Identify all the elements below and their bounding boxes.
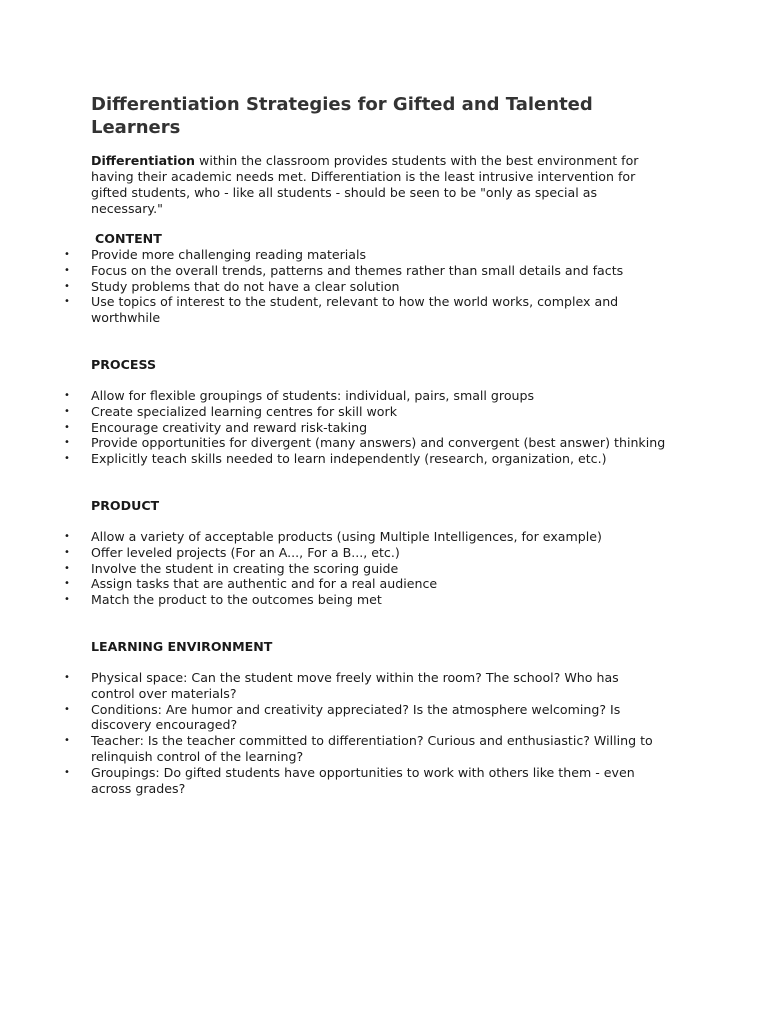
- bullet-icon: •: [64, 546, 70, 558]
- list-item: [64, 561, 684, 577]
- list-item: [64, 247, 684, 263]
- list-item: [64, 576, 684, 592]
- intro-term: Differentiation: [91, 153, 196, 168]
- bullet-icon: •: [64, 594, 70, 606]
- list-item-text: Provide opportunities for divergent (many answers) and convergent (best answer) thinking: [91, 435, 666, 451]
- list-item-text: Focus on the overall trends, patterns and themes rather than small details and facts: [91, 262, 624, 278]
- bullet-icon: •: [64, 405, 70, 417]
- document-title: Differentiation Strategies for Gifted and Talented Learners: [91, 94, 593, 138]
- bullet-icon: •: [64, 437, 70, 449]
- bullet-icon: •: [64, 296, 70, 308]
- list-item: [64, 404, 684, 420]
- list-item-text: Explicitly teach skills needed to learn independently (research, organization, etc.): [91, 451, 607, 467]
- list-item: [64, 279, 684, 295]
- bullet-icon: •: [64, 421, 70, 433]
- section-heading-product: PRODUCT: [91, 498, 160, 513]
- bullet-icon: •: [64, 766, 70, 778]
- bullet-icon: •: [64, 735, 70, 747]
- list-item: [64, 294, 684, 326]
- list-item-text: Encourage creativity and reward risk-taking: [91, 419, 368, 435]
- bullet-icon: •: [64, 672, 70, 683]
- list-item-text: Teacher: Is the teacher committed to differentiation? Curious and enthusiastic? Willing to relinquish control of the learning?: [91, 733, 653, 764]
- list-item-text: Assign tasks that are authentic and for a real audience: [91, 576, 438, 592]
- bullet-icon: •: [64, 453, 70, 465]
- list-item: [64, 702, 664, 734]
- content-list: [64, 247, 684, 326]
- product-list: [64, 529, 684, 608]
- list-item-text: Allow a variety of acceptable products (using Multiple Intelligences, for example): [91, 529, 602, 544]
- list-item: [64, 529, 684, 545]
- intro-paragraph: [91, 153, 671, 217]
- list-item-text: Provide more challenging reading materials: [91, 247, 367, 262]
- list-item: [64, 592, 684, 608]
- list-item: [64, 388, 684, 404]
- bullet-icon: •: [64, 280, 70, 292]
- list-item: [64, 263, 684, 279]
- bullet-icon: •: [64, 531, 70, 542]
- bullet-icon: •: [64, 264, 70, 276]
- section-heading-process: PROCESS: [91, 357, 157, 372]
- list-item-text: Study problems that do not have a clear solution: [91, 278, 400, 294]
- bullet-icon: •: [64, 578, 70, 590]
- list-item-text: Create specialized learning centres for skill work: [91, 403, 397, 419]
- list-item: [64, 765, 664, 797]
- bullet-icon: •: [64, 249, 70, 260]
- list-item: [64, 451, 684, 467]
- learning-environment-list: [64, 670, 664, 796]
- list-item-text: Conditions: Are humor and creativity appreciated? Is the atmosphere welcoming? Is discovery encouraged?: [91, 701, 621, 733]
- process-list: [64, 388, 684, 467]
- section-heading-content: CONTENT: [95, 231, 162, 246]
- intro-text: within the classroom provides students with the best environment for having their academic needs met. Differentiation is the least intrusive intervention for gifted students, who - like all students - should be seen to be "only as special as necessary.": [91, 153, 639, 216]
- list-item: [64, 545, 684, 561]
- list-item-text: Groupings: Do gifted students have opportunities to work with others like them - even across grades?: [91, 764, 635, 796]
- bullet-icon: •: [64, 390, 70, 401]
- bullet-icon: •: [64, 703, 70, 715]
- list-item-text: Physical space: Can the student move freely within the room? The school? Who has control over materials?: [91, 670, 619, 701]
- list-item: [64, 733, 664, 765]
- section-heading-learning-environment: LEARNING ENVIRONMENT: [91, 639, 273, 654]
- list-item-text: Match the product to the outcomes being met: [91, 592, 382, 608]
- list-item: [64, 670, 664, 702]
- list-item-text: Use topics of interest to the student, relevant to how the world works, complex and worthwhile: [91, 294, 619, 326]
- list-item: [64, 435, 684, 451]
- list-item-text: Allow for flexible groupings of students: individual, pairs, small groups: [91, 388, 535, 403]
- list-item-text: Involve the student in creating the scoring guide: [91, 560, 399, 576]
- list-item-text: Offer leveled projects (For an A..., For a B..., etc.): [91, 544, 400, 560]
- list-item: [64, 420, 684, 436]
- bullet-icon: •: [64, 562, 70, 574]
